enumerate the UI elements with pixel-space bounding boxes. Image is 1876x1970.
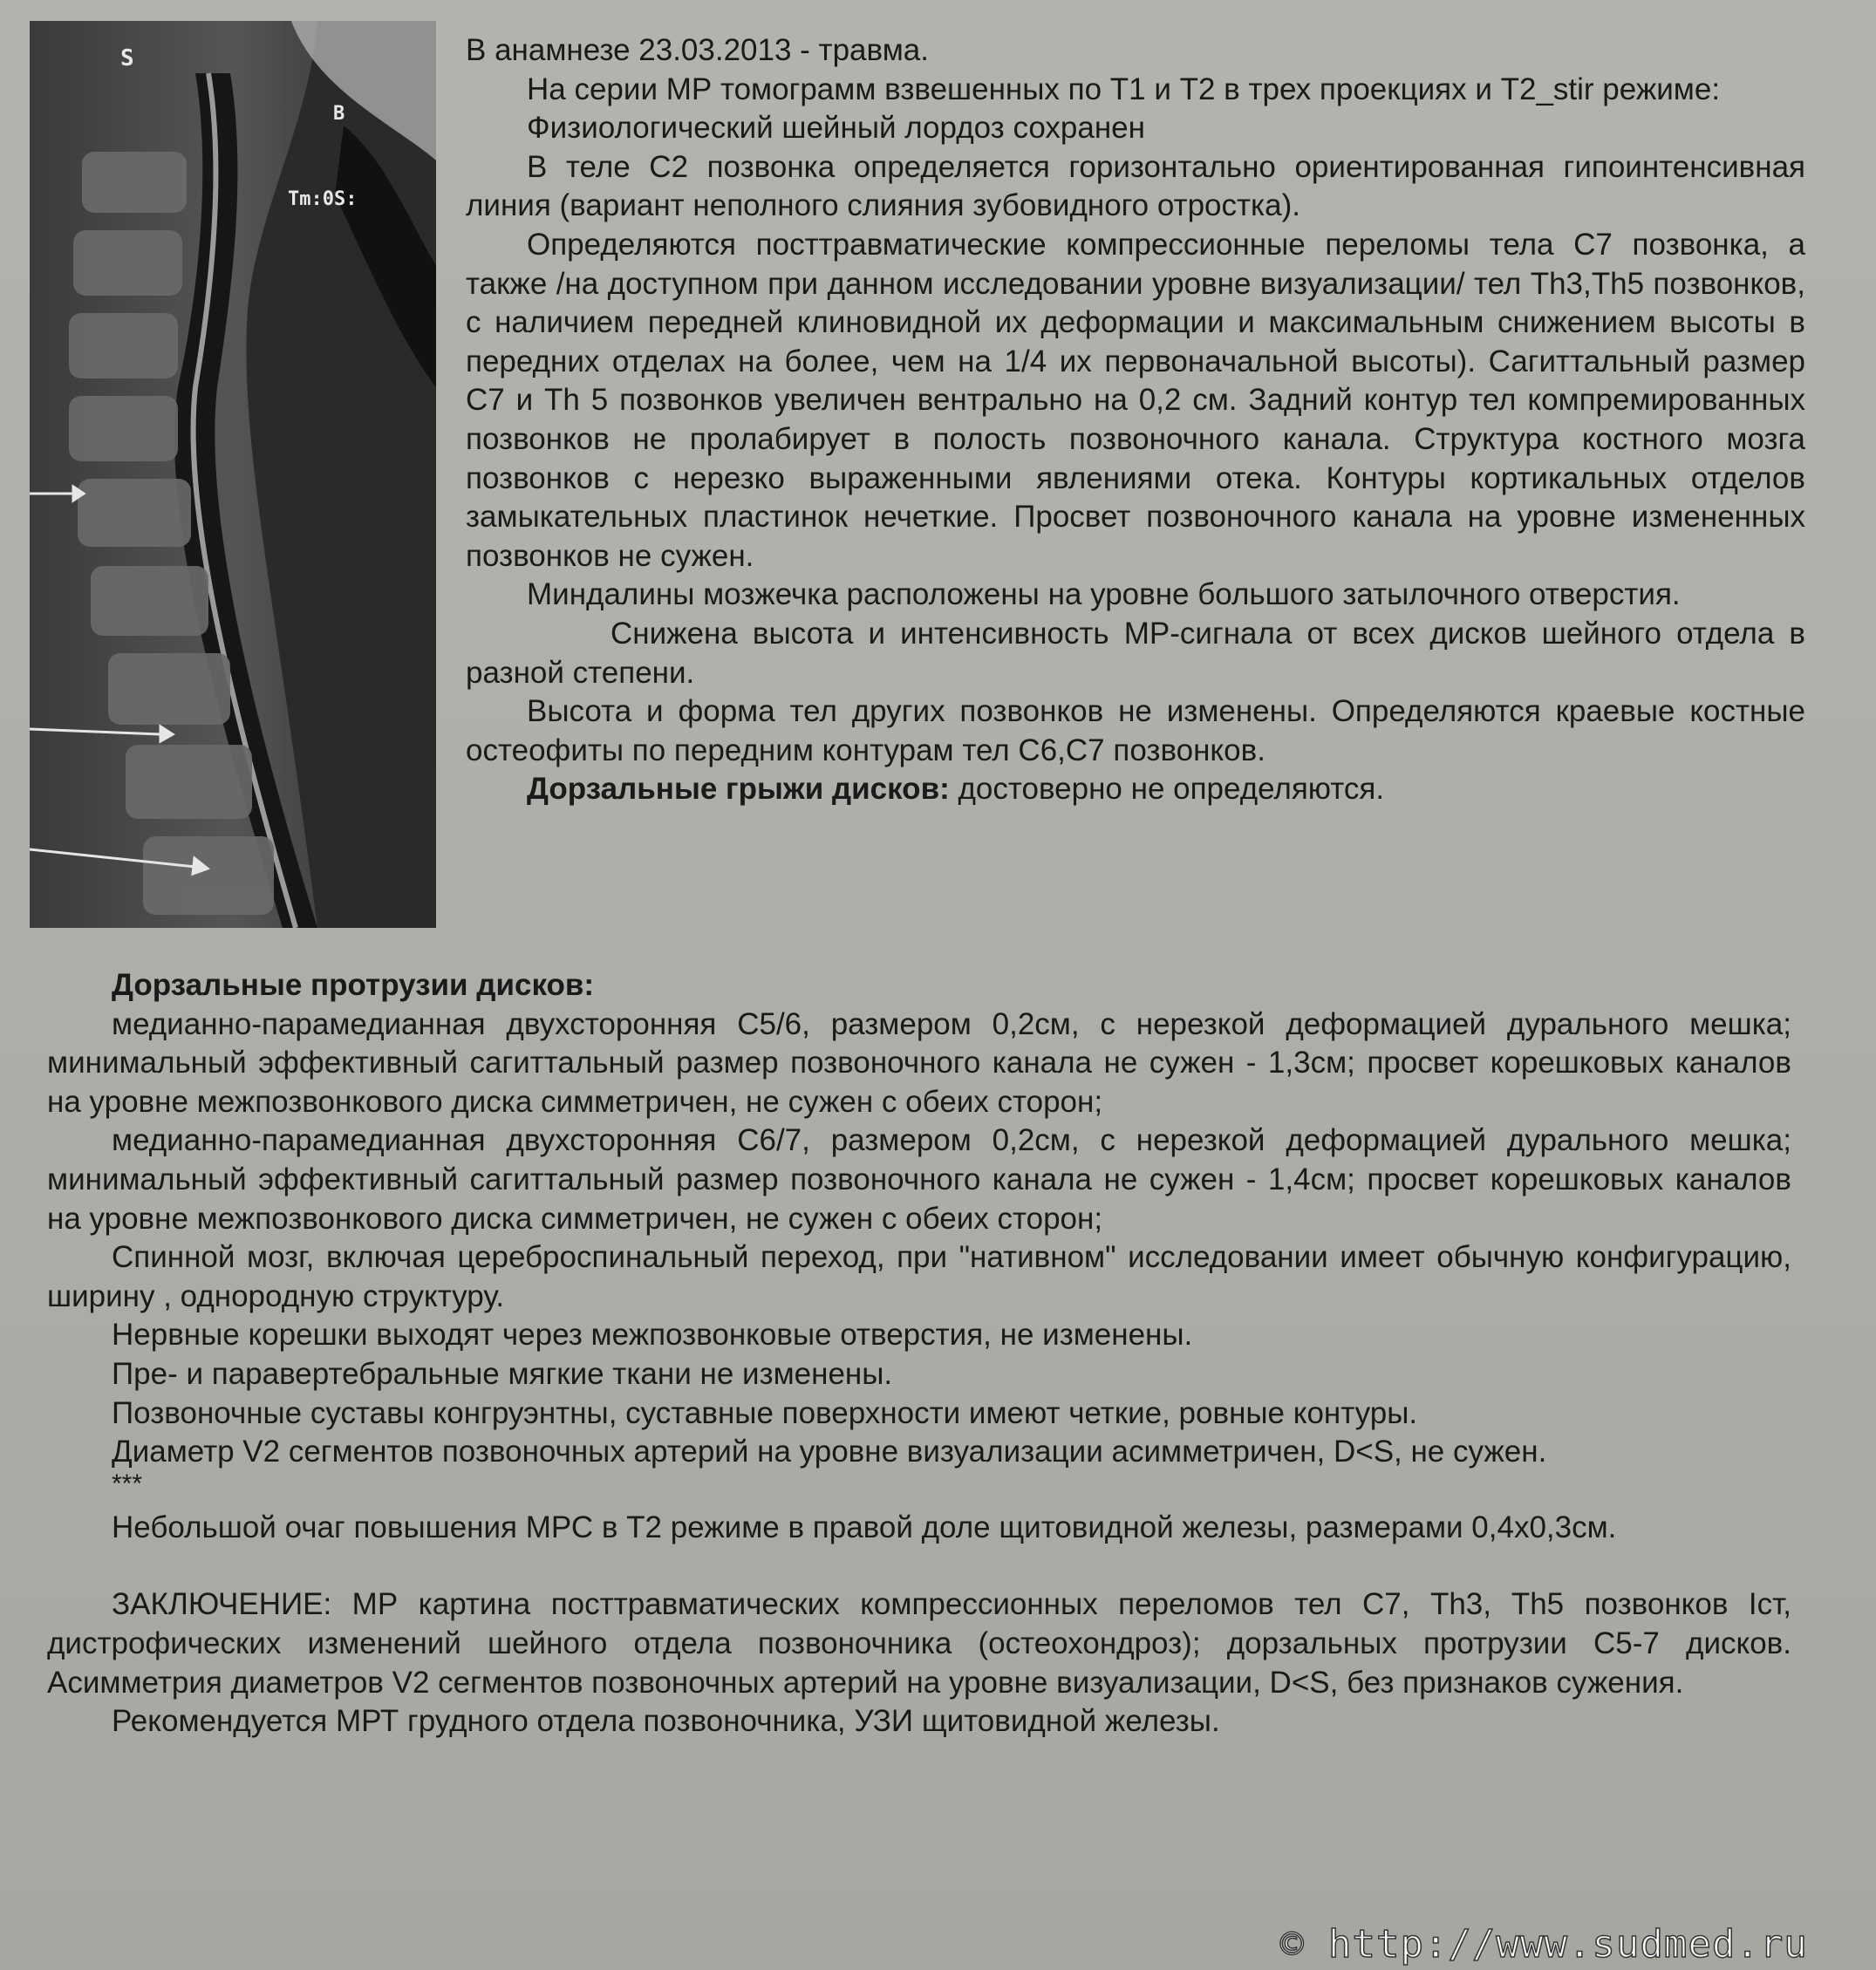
discs-signal-finding: Снижена высота и интенсивность МР-сигнала от всех дисков шейного отдела в разной степени. <box>466 616 1805 690</box>
joints-finding: Позвоночные суставы конгруэнтны, суставные поверхности имеют четкие, ровные контуры. <box>112 1395 1418 1430</box>
vertebrae-shape-finding: Высота и форма тел других позвонков не изменены. Определяются краевые костные остеофиты по передним контурам тел С6,С7 позвонков. <box>466 694 1805 767</box>
c2-finding: В теле С2 позвонка определяется горизонтально ориентированная гипоинтенсивная линия (вариант неполного слияния зубовидного отростка). <box>466 149 1805 223</box>
fracture-finding: Определяются посттравматические компрессионные переломы тела С7 позвонка, а также /на доступном при данном исследовании уровне визуализации/ тел Th3,Th5 позвонков, с наличием передней клиновидной их деформации и максимальным снижением высоты в передних отделах на более, чем на 1/4 их первоначальной высоты). Сагиттальный размер С7 и Th 5 позвонков увеличен вентрально на 0,2 см. Задний контур тел компремированных позвонков не пролабирует в полость позвоночного канала. Структура костного мозга позвонков с нерезко выраженными явлениями отека. Контуры кортикальных отделов замыкательных пластинок нечеткие. Просвет позвоночного канала на уровне измененных позвонков не сужен. <box>466 227 1805 573</box>
findings-main-block <box>47 966 1791 1742</box>
protrusion-c5-6: медианно-парамедианная двухсторонняя С5/6, размером 0,2см, с нерезкой деформацией дурального мешка; минимальный эффективный сагиттальный размер позвоночного канала не сужен - 1,3см; просвет корешковых каналов на уровне межпозвонкового диска симметричен, не сужен с обеих сторон; <box>47 1006 1791 1119</box>
anamnesis: В анамнезе 23.03.2013 - травма. <box>466 33 929 67</box>
mri-label-s: S <box>120 45 134 72</box>
mri-sagittal-scan <box>30 21 436 928</box>
soft-tissue-finding: Пре- и паравертебральные мягкие ткани не изменены. <box>112 1356 893 1391</box>
watermark: © http://www.sudmed.ru <box>1280 1922 1808 1967</box>
mri-label-tm: Tm:0S: <box>288 188 358 210</box>
hernia-finding <box>466 770 1805 809</box>
mri-label-b: B <box>333 103 345 125</box>
spinal-cord-finding: Спинной мозг, включая цереброспинальный переход, при "нативном" исследовании имеет обычную конфигурацию, ширину , однородную структуру. <box>47 1240 1791 1313</box>
protrusion-c6-7: медианно-парамедианная двухсторонняя С6/7, размером 0,2см, с нерезкой деформацией дурального мешка; минимальный эффективный сагиттальный размер позвоночного канала не сужен - 1,4см; просвет корешковых каналов на уровне межпозвонкового диска симметричен, не сужен с обеих сторон; <box>47 1123 1791 1236</box>
mr-series: На серии МР томограмм взвешенных по Т1 и Т2 в трех проекциях и Т2_stir режиме: <box>527 72 1721 106</box>
separator: *** <box>112 1469 143 1498</box>
hernia-label: Дорзальные грыжи дисков: <box>527 772 950 807</box>
nerve-roots-finding: Нервные корешки выходят через межпозвонковые отверстия, не изменены. <box>112 1318 1193 1353</box>
recommendation: Рекомендуется МРТ грудного отдела позвоночника, УЗИ щитовидной железы. <box>112 1704 1220 1739</box>
mri-image <box>30 21 436 928</box>
arteries-finding: Диаметр V2 сегментов позвоночных артерий на уровне визуализации асимметричен, D<S, не сужен. <box>112 1435 1547 1469</box>
protrusions-heading: Дорзальные протрузии дисков: <box>112 968 595 1002</box>
tonsils-finding: Миндалины мозжечка расположены на уровне большого затылочного отверстия. <box>527 577 1681 612</box>
conclusion: ЗАКЛЮЧЕНИЕ: МР картина посттравматических компрессионных переломов тел С7, Th3, Th5 позвонков Iст, дистрофических изменений шейного отдела позвоночника (остеохондроз); дорзальных протрузии С5-7 дисков. Асимметрия диаметров V2 сегментов позвоночных артерий на уровне визуализации, D<S, без признаков сужения. <box>47 1587 1791 1700</box>
hernia-text: достоверно не определяются. <box>949 772 1385 807</box>
lordosis: Физиологический шейный лордоз сохранен <box>527 111 1145 146</box>
thyroid-finding: Небольшой очаг повышения МРС в Т2 режиме в правой доле щитовидной железы, размерами 0,4x0,3см. <box>112 1510 1617 1544</box>
findings-top-block <box>466 31 1805 809</box>
